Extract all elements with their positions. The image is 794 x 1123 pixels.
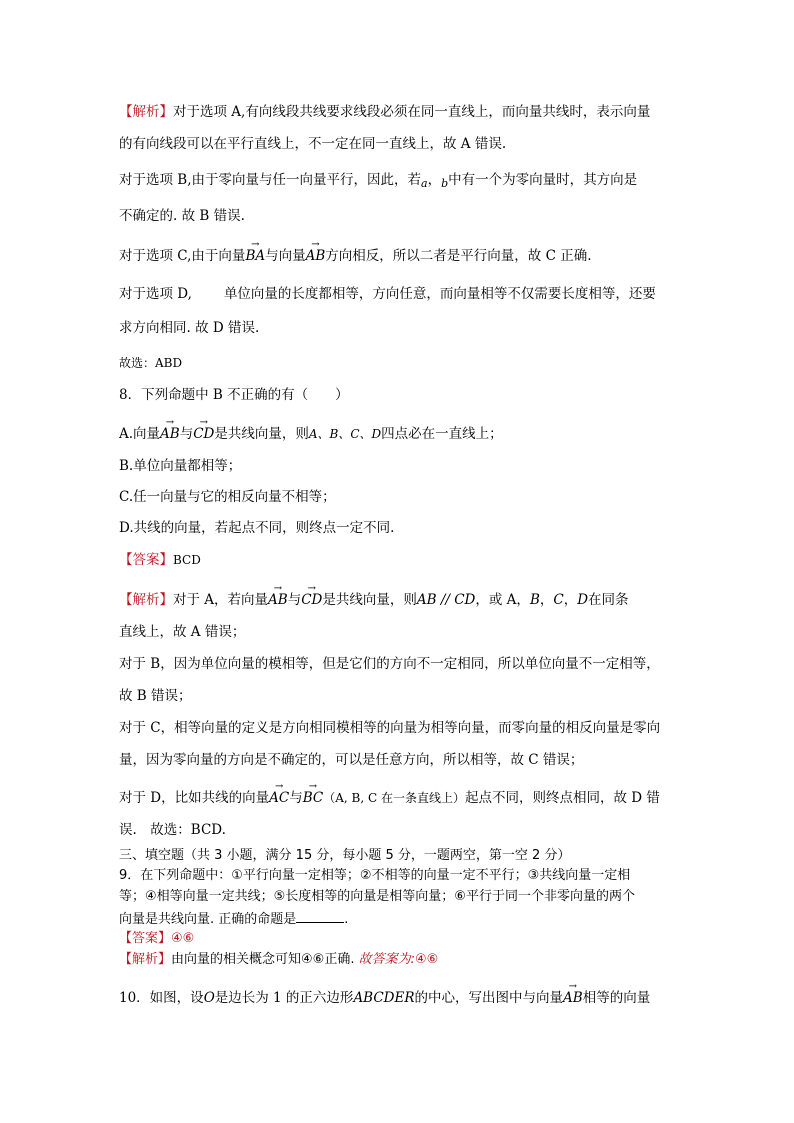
vector-AC: → AC bbox=[269, 784, 289, 808]
section-3-title: 三、填空题（共 3 小题，满分 15 分，每小题 5 分，一题两空，第一空 2 分） bbox=[119, 848, 571, 863]
vector-BA: → BA bbox=[245, 242, 265, 266]
analysis-tag: 【解析】 bbox=[119, 104, 173, 120]
vector-AB: → AB bbox=[160, 420, 180, 444]
q9-line-1: 9．在下列命题中：①平行向量一定相等；②不相等的向量一定不平行；③共线向量一定相 bbox=[119, 868, 631, 883]
vector-AB: → AB bbox=[306, 242, 326, 266]
vector-CD: → CD bbox=[193, 420, 214, 444]
analysis-tag: 【解析】 bbox=[119, 592, 173, 608]
p7-line-4: 不确定的. 故 B 错误. bbox=[119, 208, 245, 224]
answer-tag: 【答案】 bbox=[119, 931, 172, 946]
q8-option-c: C.任一向量与它的相反向量不相等； bbox=[119, 489, 336, 505]
vector-AB: → AB bbox=[268, 586, 288, 610]
q8-analysis-line-8: 误. 故选：BCD. bbox=[119, 822, 226, 838]
vector-b-symbol: b bbox=[441, 177, 449, 190]
p7-choose: 故选：ABD bbox=[119, 356, 183, 370]
q8-analysis-line-3: 对于 B，因为单位向量的模相等，但是它们的方向不一定相同，所以单位向量不一定相等， bbox=[119, 656, 660, 672]
p7-line-5: 对于选项 C,由于向量→ BA与向量→ AB方向相反，所以二者是平行向量，故 C 正确. bbox=[119, 242, 591, 266]
answer-tag: 【答案】 bbox=[119, 552, 173, 568]
q8-analysis-line-2: 直线上，故 A 错误； bbox=[119, 624, 246, 640]
q8-stem: 8．下列命题中 B 不正确的有（ ） bbox=[119, 387, 349, 403]
q8-option-a: A.向量→ AB与→ CD是共线向量，则A、B、C、D四点必在一直线上； bbox=[119, 420, 503, 444]
analysis-tag: 【解析】 bbox=[119, 952, 172, 967]
vector-AB: → AB bbox=[563, 984, 583, 1008]
answer-blank bbox=[296, 908, 344, 923]
q10-line-1: 10．如图，设O是边长为 1 的正六边形ABCDER的中心，写出图中与向量→ AB相等的向量 bbox=[119, 984, 650, 1008]
p7-line-3: 对于选项 B,由于零向量与任一向量平行，因此，若$_a$，$_b$中有一个为零向量时，其方向是 bbox=[119, 172, 638, 190]
q8-analysis-line-1: 【解析】对于 A，若向量→ AB与→ CD是共线向量，则AB // CD，或 A，B，C，D在同条 bbox=[119, 586, 629, 610]
q8-option-d: D.共线的向量，若起点不同，则终点一定不同. bbox=[119, 520, 395, 536]
vector-BC: → BC bbox=[303, 784, 324, 808]
q8-analysis-line-6: 量，因为零向量的方向是不确定的，可以是任意方向，所以相等，故 C 错误； bbox=[119, 752, 584, 768]
q9-line-3: 向量是共线向量. 正确的命题是 . bbox=[119, 908, 348, 930]
q9-line-2: 等；④相等向量一定共线；⑤长度相等的向量是相等向量；⑥平行于同一个非零向量的两个 bbox=[119, 889, 635, 904]
q8-answer: 【答案】BCD bbox=[119, 552, 201, 568]
p7-line-1: 【解析】对于选项 A,有向线段共线要求线段必须在同一直线上，而向量共线时，表示向量 bbox=[119, 104, 651, 120]
q8-analysis-line-4: 故 B 错误； bbox=[119, 688, 192, 704]
p7-line-2: 的有向线段可以在平行直线上，不一定在同一直线上，故 A 错误. bbox=[119, 136, 507, 152]
vector-CD: → CD bbox=[301, 586, 322, 610]
q8-option-b: B.单位向量都相等； bbox=[119, 458, 242, 474]
q9-answer: 【答案】④⑥ bbox=[119, 931, 195, 946]
inline-answer: 故答案为:④⑥ bbox=[358, 952, 439, 967]
vector-a-symbol: a bbox=[421, 177, 428, 190]
q9-analysis: 【解析】由向量的相关概念可知④⑥正确. 故答案为:④⑥ bbox=[119, 952, 439, 967]
p7-line-6: 对于选项 D, 单位向量的长度都相等，方向任意，而向量相等不仅需要长度相等，还要 bbox=[119, 286, 656, 302]
q8-analysis-line-5: 对于 C，相等向量的定义是方向相同模相等的向量为相等向量，而零向量的相反向量是零向 bbox=[119, 720, 661, 736]
q8-analysis-line-7: 对于 D，比如共线的向量→ AC与→ BC（A, B, C 在一条直线上）起点不同，则终点相同，故 D 错 bbox=[119, 784, 660, 808]
p7-line-7: 求方向相同. 故 D 错误. bbox=[119, 320, 260, 336]
